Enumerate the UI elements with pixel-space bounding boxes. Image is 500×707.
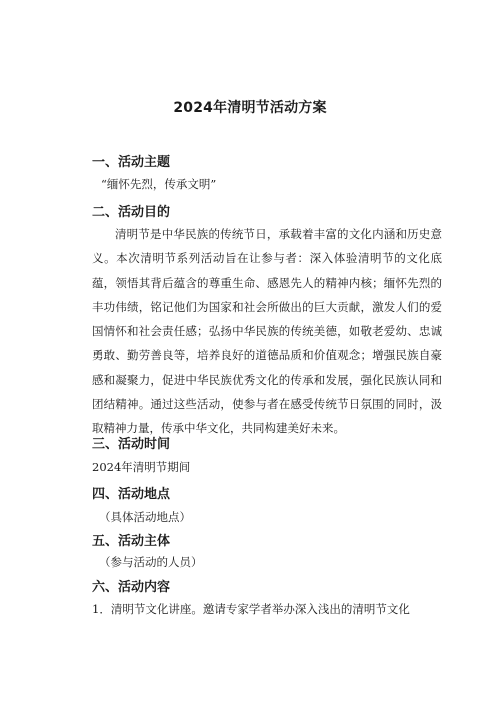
section-text-time: 2024年清明节期间 (92, 460, 191, 474)
section-text-location: （具体活动地点） (99, 510, 191, 524)
section-heading-content: 六、活动内容 (92, 580, 171, 595)
document-title: 2024年清明节活动方案 (173, 100, 327, 116)
section-heading-participants: 五、活动主体 (92, 534, 171, 549)
section-text-participants: （参与活动的人员） (99, 555, 203, 569)
section-heading-time: 三、活动时间 (92, 437, 171, 452)
section-heading-purpose: 二、活动目的 (92, 205, 171, 220)
section-text-content: 1．清明节文化讲座。邀请专家学者举办深入浅出的清明节文化 (92, 602, 410, 616)
section-heading-location: 四、活动地点 (92, 487, 171, 502)
section-text-theme: “缅怀先烈，传承文明” (101, 177, 217, 191)
section-heading-theme: 一、活动主题 (92, 155, 171, 170)
section-text-purpose: 清明节是中华民族的传统节日，承载着丰富的文化内涵和历史意义。本次清明节系列活动旨在让参与者：深入体验清明节的文化底蕴，领悟其背后蕴含的尊重生命、感恩先人的精神内核；缅怀先烈的丰功伟绩，铭记他们为国家和社会所做出的巨大贡献，激发人们的爱国情怀和社会责任感；弘扬中华民族的传统美德，如敬老爱幼、忠诚勇敢、勤劳善良等，培养良好的道德品质和价值观念；增强民族自豪感和凝聚力，促进中华民族优秀文化的传承和发展，强化民族认同和团结精神。通过这些活动，使参与者在感受传统节日氛围的同时，汲取精神力量，传承中华文化，共同构建美好未来。 (92, 227, 442, 436)
